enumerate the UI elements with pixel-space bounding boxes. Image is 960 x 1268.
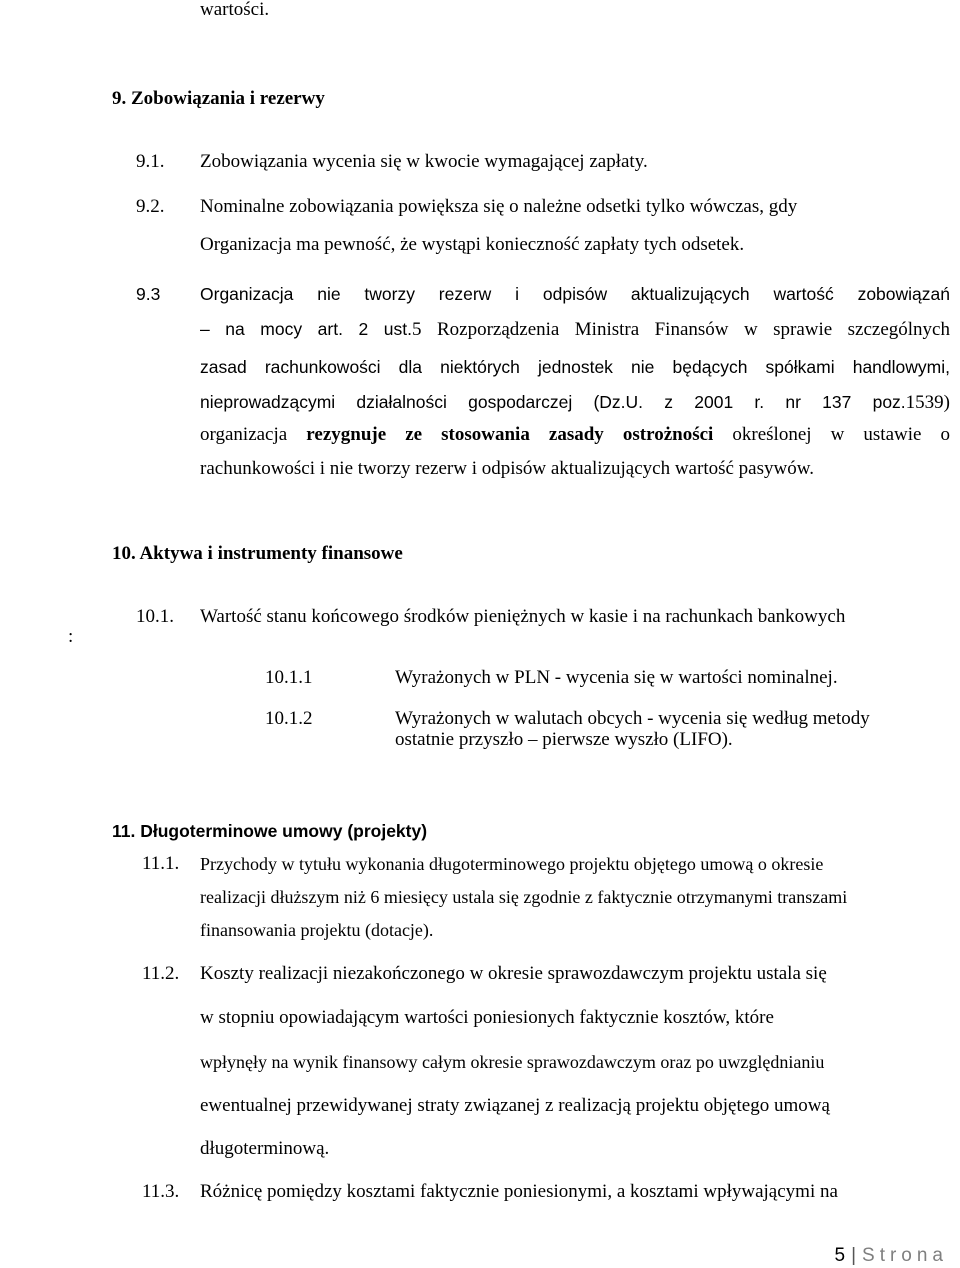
item-11-3-number: 11.3. xyxy=(142,1181,180,1202)
item-10-1-2-line: Wyrażonych w walutach obcych - wycenia się według metody xyxy=(395,708,870,729)
item-9-1-text: Zobowiązania wycenia się w kwocie wymagającej zapłaty. xyxy=(200,151,648,172)
item-11-2-line: długoterminową. xyxy=(200,1138,330,1159)
item-9-3-line: Organizacja nie tworzy rezerw i odpisów aktualizujących wartość zobowiązań xyxy=(200,284,950,304)
item-9-3-line: – na mocy art. 2 ust.5 Rozporządzenia Ministra Finansów w sprawie szczególnych xyxy=(200,319,950,340)
item-10-1-2-line: ostatnie przyszło – pierwsze wyszło (LIFO). xyxy=(395,729,733,750)
item-11-1-line: finansowania projektu (dotacje). xyxy=(200,920,434,940)
item-9-3-line: zasad rachunkowości dla niektórych jednostek nie będących spółkami handlowymi, xyxy=(200,357,950,377)
item-9-3-line: organizacja rezygnuje ze stosowania zasady ostrożności określonej w ustawie o xyxy=(200,424,951,445)
item-11-1-line: Przychody w tytułu wykonania długoterminowego projektu objętego umową o okresie xyxy=(200,854,824,874)
item-11-2-line: w stopniu opowiadającym wartości poniesionych faktycznie kosztów, które xyxy=(200,1007,774,1028)
item-9-3-number: 9.3 xyxy=(136,284,161,304)
page-footer xyxy=(835,1244,949,1268)
item-11-2-line: wpłynęły na wynik finansowy całym okresie sprawozdawczym oraz po uwzględnianiu xyxy=(200,1052,825,1072)
item-10-1-text: Wartość stanu końcowego środków pieniężnych w kasie i na rachunkach bankowych xyxy=(200,606,846,627)
section-11-heading: 11. Długoterminowe umowy (projekty) xyxy=(112,821,428,841)
item-11-2-line: Koszty realizacji niezakończonego w okresie sprawozdawczym projektu ustala się xyxy=(200,963,827,984)
item-11-3-line: Różnicę pomiędzy kosztami faktycznie poniesionymi, a kosztami wpływającymi na xyxy=(200,1181,838,1202)
footer-separator: | xyxy=(851,1245,857,1266)
section-9-heading: 9. Zobowiązania i rezerwy xyxy=(112,88,325,109)
item-9-1-number: 9.1. xyxy=(136,151,165,172)
page-number: 5 xyxy=(834,1245,846,1266)
item-11-2-line: ewentualnej przewidywanej straty związanej z realizacją projektu objętego umową xyxy=(200,1095,830,1116)
item-9-3-line: nieprowadzącymi działalności gospodarczej (Dz.U. z 2001 r. nr 137 poz.1539) xyxy=(200,392,950,413)
page-label: Strona xyxy=(862,1245,948,1266)
item-10-1-1-text: Wyrażonych w PLN - wycenia się w wartości nominalnej. xyxy=(395,667,838,688)
section-10-heading: 10. Aktywa i instrumenty finansowe xyxy=(112,543,403,564)
item-9-2-line: Nominalne zobowiązania powiększa się o należne odsetki tylko wówczas, gdy xyxy=(200,196,798,217)
bold-emphasis: rezygnuje ze stosowania zasady ostrożności xyxy=(306,424,714,445)
stray-colon: : xyxy=(68,626,74,647)
item-9-3-line: rachunkowości i nie tworzy rezerw i odpisów aktualizujących wartość pasywów. xyxy=(200,458,814,479)
item-9-2-line: Organizacja ma pewność, że wystąpi konieczność zapłaty tych odsetek. xyxy=(200,234,745,255)
item-9-2-number: 9.2. xyxy=(136,196,165,217)
item-10-1-2-number: 10.1.2 xyxy=(265,708,313,729)
item-11-1-line: realizacji dłuższym niż 6 miesięcy ustala się zgodnie z faktycznie otrzymanymi transzami xyxy=(200,887,848,907)
item-10-1-1-number: 10.1.1 xyxy=(265,667,313,688)
item-11-2-number: 11.2. xyxy=(142,963,180,984)
top-fragment: wartości. xyxy=(200,0,270,20)
item-10-1-number: 10.1. xyxy=(136,606,174,627)
item-11-1-number: 11.1. xyxy=(142,853,180,874)
